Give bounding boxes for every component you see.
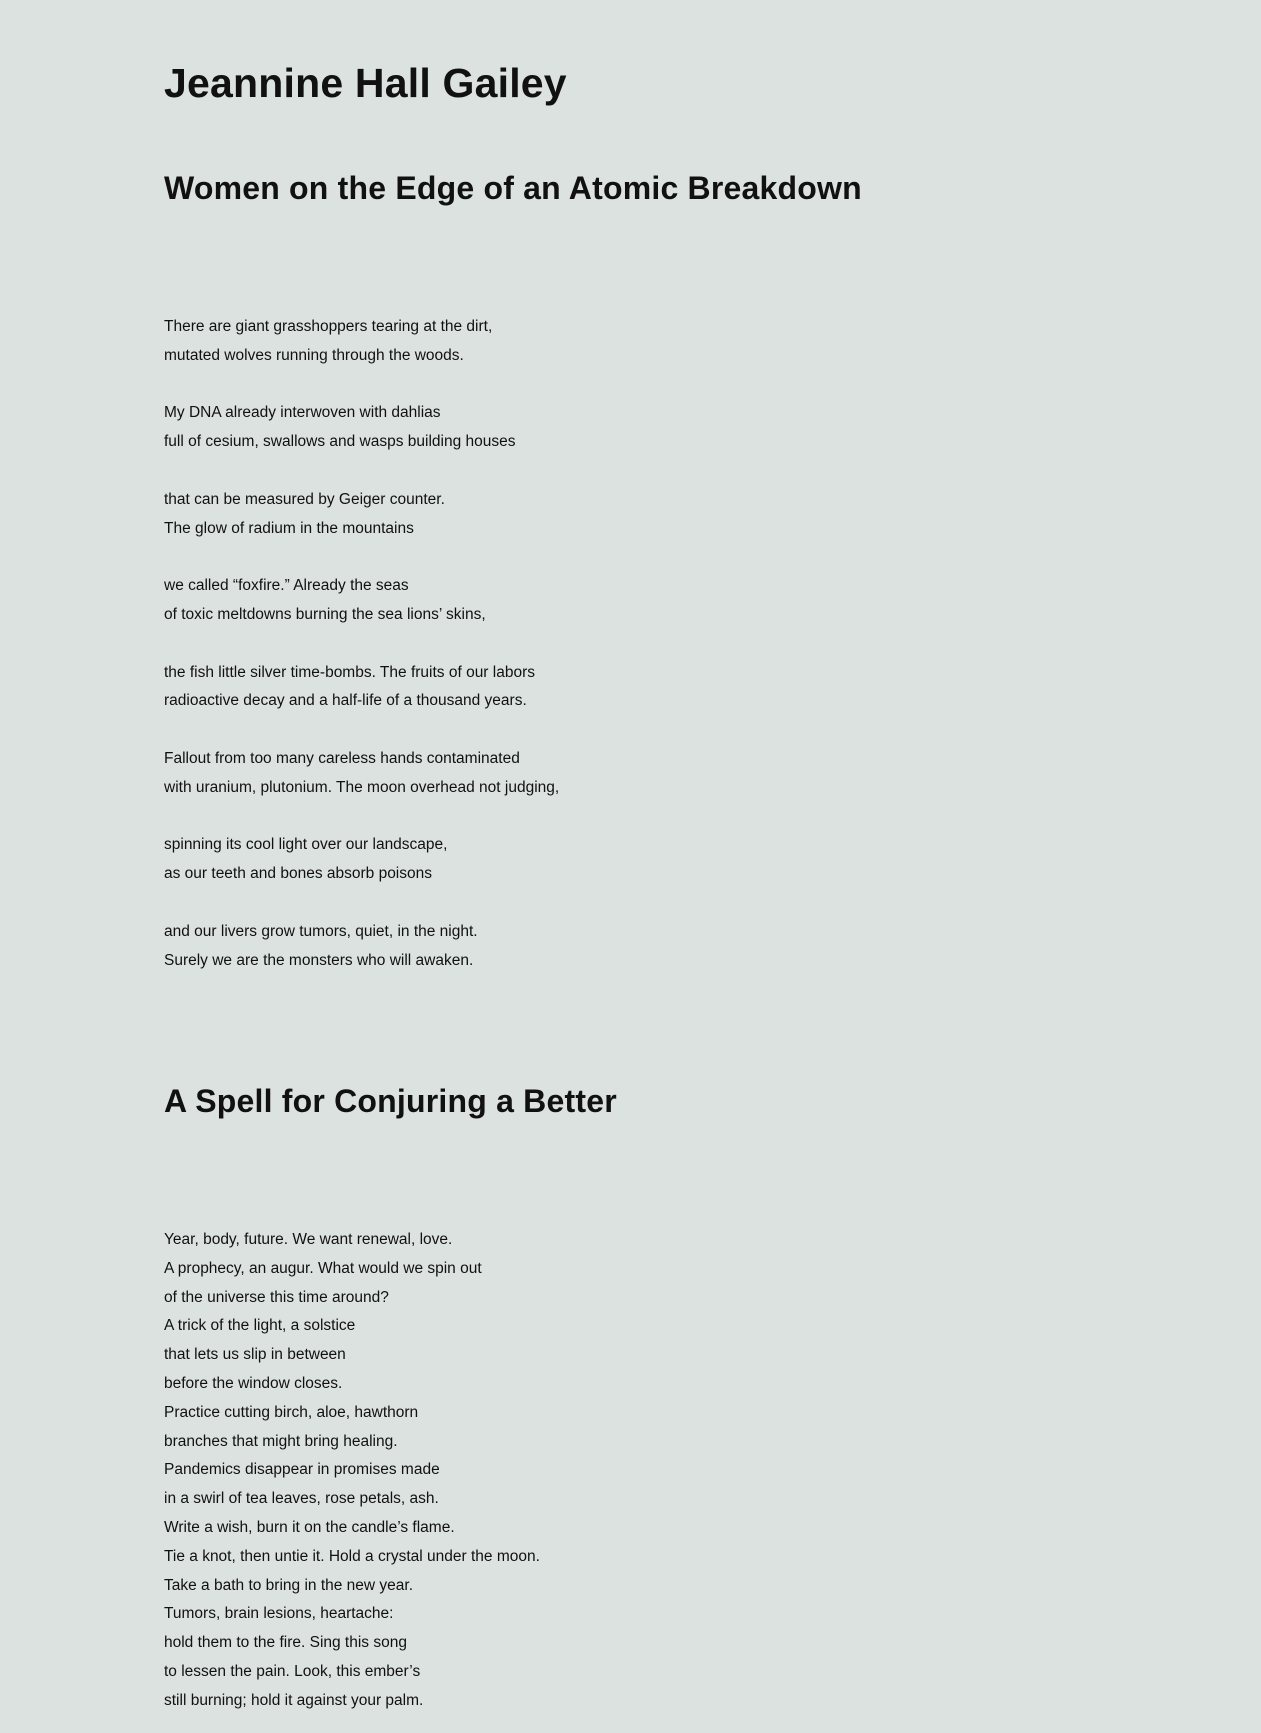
author-name: Jeannine Hall Gailey [164,60,567,106]
poem-line: full of cesium, swallows and wasps building houses [164,433,516,451]
stanza [164,486,864,544]
poem-line: radioactive decay and a half-life of a thousand years. [164,692,527,710]
poem-line: spinning its cool light over our landscape, [164,836,448,854]
poem-line: with uranium, plutonium. The moon overhead not judging, [164,778,560,796]
stanza [164,745,864,803]
stanza [164,572,864,630]
poem-line: Write a wish, burn it on the candle’s flame. [164,1518,455,1536]
poem-body [164,1226,864,1716]
poem-line: mutated wolves running through the woods. [164,346,464,364]
poem-line: of the universe this time around? [164,1288,389,1306]
poem-line: branches that might bring healing. [164,1432,398,1450]
poem-line: hold them to the fire. Sing this song [164,1634,407,1652]
poem-line: A trick of the light, a solstice [164,1317,356,1335]
poem-line: Tumors, brain lesions, heartache: [164,1605,394,1623]
poem-line: Year, body, future. We want renewal, love. [164,1231,453,1248]
stanza [164,399,864,457]
poem-line: to lessen the pain. Look, this ember’s [164,1662,421,1680]
poem-line: Pandemics disappear in promises made [164,1461,440,1479]
stanza [164,831,864,889]
poem-line: of toxic meltdowns burning the sea lions’ skins, [164,605,486,623]
stanza [164,659,864,717]
poem-line: Practice cutting birch, aloe, hawthorn [164,1403,419,1421]
poem-line: My DNA already interwoven with dahlias [164,404,441,422]
poem-line: the fish little silver time-bombs. The fruits of our labors [164,663,535,681]
poem-line: still burning; hold it against your palm. [164,1691,424,1709]
poem-line: that can be measured by Geiger counter. [164,490,445,508]
stanza [164,1226,864,1716]
poem-body [164,313,864,975]
poem-line: Surely we are the monsters who will awaken. [164,951,474,969]
poem-line: A prophecy, an augur. What would we spin out [164,1259,482,1277]
stanza [164,918,864,976]
poem-line: before the window closes. [164,1374,343,1392]
poem-line: that lets us slip in between [164,1346,346,1364]
poem-line: Fallout from too many careless hands contaminated [164,749,520,767]
poem-line: we called “foxfire.” Already the seas [164,577,409,595]
poem-line: There are giant grasshoppers tearing at the dirt, [164,318,493,335]
poem-line: The glow of radium in the mountains [164,519,414,537]
poem-line: Tie a knot, then untie it. Hold a crystal under the moon. [164,1547,540,1565]
poem-line: Take a bath to bring in the new year. [164,1576,414,1594]
stanza [164,313,864,371]
poem-line: in a swirl of tea leaves, rose petals, ash. [164,1490,439,1508]
poem-title: Women on the Edge of an Atomic Breakdown [164,170,862,206]
poem-line: and our livers grow tumors, quiet, in the night. [164,922,478,940]
poem-line: as our teeth and bones absorb poisons [164,865,432,883]
poem-title: A Spell for Conjuring a Better [164,1083,617,1119]
